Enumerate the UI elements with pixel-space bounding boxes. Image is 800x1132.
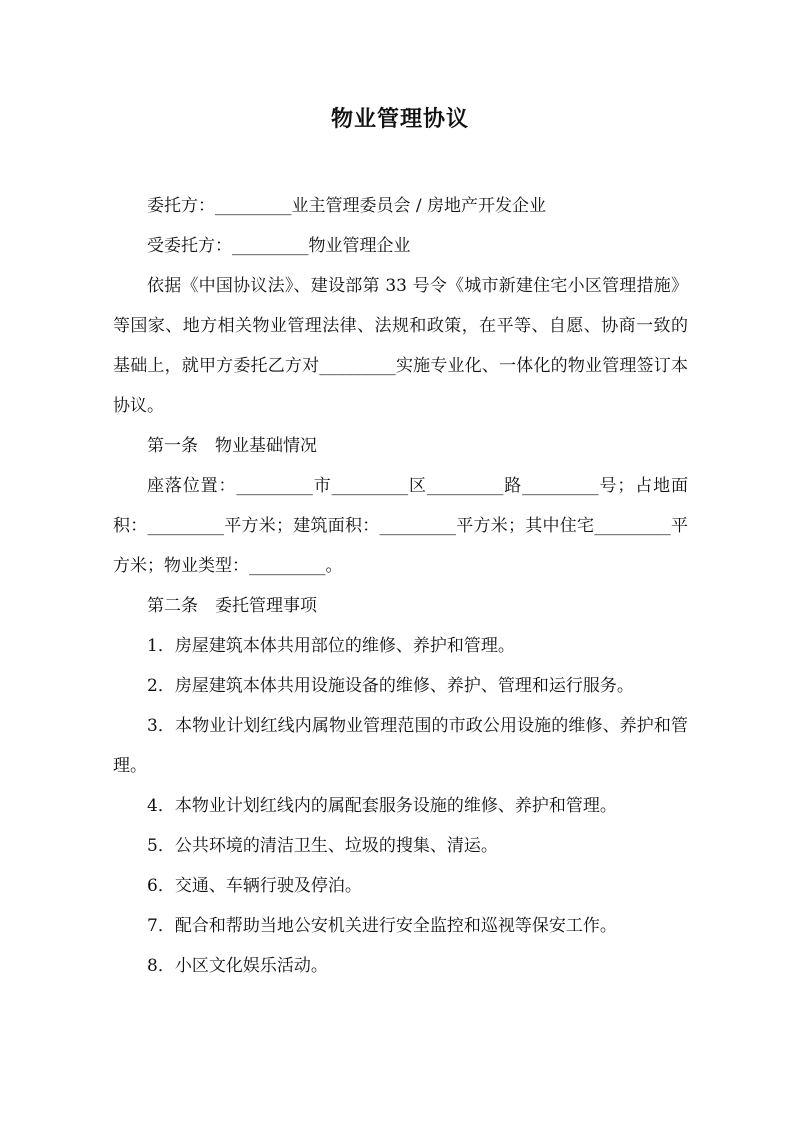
paragraph-contractor: 受委托方：_________物业管理企业 bbox=[147, 236, 411, 256]
list-item: 5．公共环境的清洁卫生、垃圾的搜集、清运。 bbox=[147, 836, 498, 856]
document-body bbox=[113, 186, 688, 986]
list-item: 8．小区文化娱乐活动。 bbox=[147, 956, 328, 976]
document-title: 物业管理协议 bbox=[330, 106, 469, 132]
list-item: 3．本物业计划红线内属物业管理范围的市政公用设施的维修、养护和管理。 bbox=[113, 716, 688, 776]
list-item: 6．交通、车辆行驶及停泊。 bbox=[147, 876, 362, 896]
list-item: 2．房屋建筑本体共用设施设备的维修、养护、管理和运行服务。 bbox=[147, 676, 634, 696]
paragraph-property-info: 座落位置：_________市_________区_________路_________号；占地面积：_________平方米；建筑面积：_________平方米；其中住宅_________平方米；物业类型：_________。 bbox=[113, 476, 688, 576]
paragraph-basis: 依据《中国协议法》、建设部第 33 号令《城市新建住宅小区管理措施》等国家、地方相关物业管理法律、法规和政策，在平等、自愿、协商一致的基础上，就甲方委托乙方对_________实施专业化、一体化的物业管理签订本协议。 bbox=[113, 276, 688, 416]
list-item: 4．本物业计划红线内的属配套服务设施的维修、养护和管理。 bbox=[147, 796, 617, 816]
list-item: 1．房屋建筑本体共用部位的维修、养护和管理。 bbox=[147, 636, 515, 656]
article-2-heading: 第二条 委托管理事项 bbox=[147, 596, 317, 616]
list-item: 7．配合和帮助当地公安机关进行安全监控和巡视等保安工作。 bbox=[147, 916, 617, 936]
article-1-heading: 第一条 物业基础情况 bbox=[147, 436, 317, 456]
paragraph-client: 委托方：_________业主管理委员会 / 房地产开发企业 bbox=[147, 196, 547, 216]
